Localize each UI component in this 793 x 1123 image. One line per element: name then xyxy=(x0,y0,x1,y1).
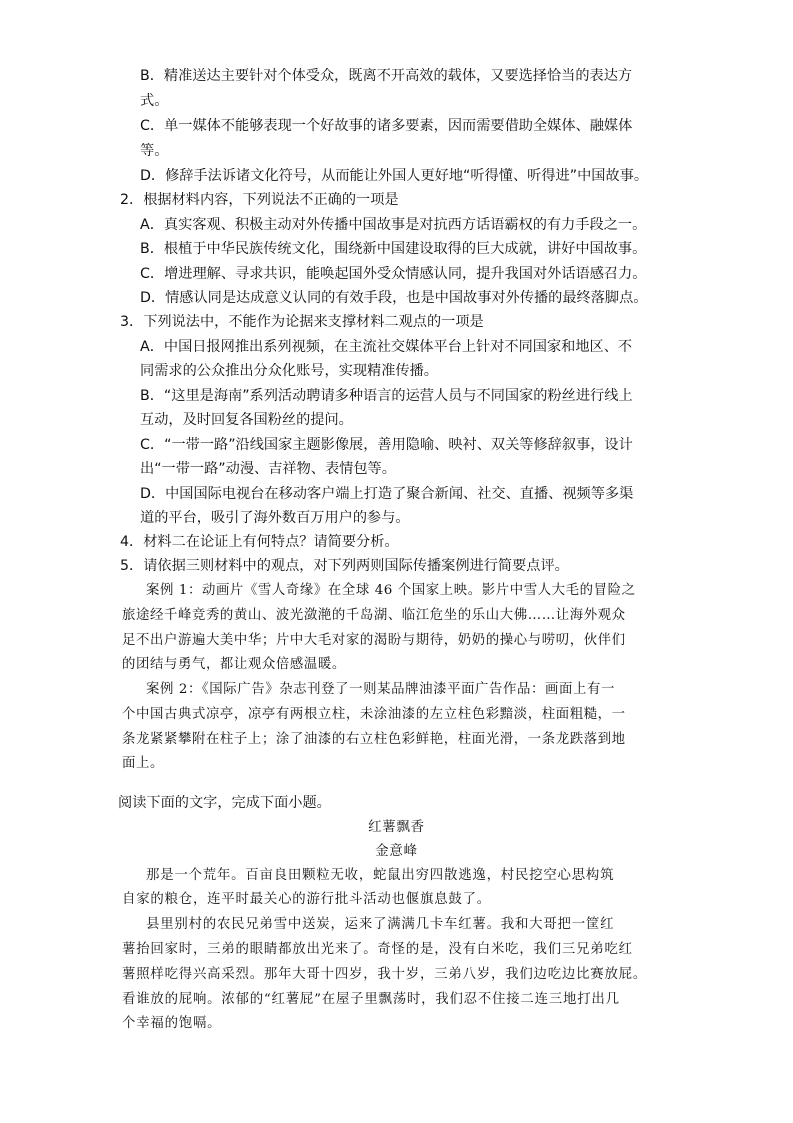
text-line: 2．根据材料内容，下列说法不正确的一项是 xyxy=(120,192,399,208)
text-line: 看谁放的屁响。浓郁的“红薯屁”在屋子里飘荡时，我们忍不住接二连三地打出几 xyxy=(122,992,620,1007)
text-line: 的团结与勇气，都让观众倍感温暖。 xyxy=(122,657,346,672)
text-line: 出“一带一路”动漫、吉祥物、表情包等。 xyxy=(140,461,396,477)
text-line: B．精准送达主要针对个体受众，既离不开高效的载体，又要选择恰当的表达方 xyxy=(140,68,633,84)
text-line: 金意峰 xyxy=(375,844,418,859)
text-line: 个幸福的饱嗝。 xyxy=(122,1016,222,1031)
text-line: 薯抬回家时，三弟的眼睛都放出光来了。奇怪的是，没有白米吃，我们三兄弟吃红 xyxy=(122,942,633,957)
text-line: 互动，及时回复各国粉丝的提问。 xyxy=(140,412,353,428)
text-line: 面上。 xyxy=(122,756,164,771)
text-line: 5．请依据三则材料中的观点，对下列两则国际传播案例进行简要点评。 xyxy=(120,558,569,574)
text-line: A．真实客观、积极主动对外传播中国故事是对抗西方话语霸权的有力手段之一。 xyxy=(140,217,647,233)
text-line: 自家的粮仓，连平时最关心的游行批斗活动也偃旗息鼓了。 xyxy=(122,892,491,907)
text-line: 式。 xyxy=(140,93,169,109)
text-line: 阅读下面的文字，完成下面小题。 xyxy=(118,795,331,811)
text-line: 3．下列说法中，不能作为论据来支撑材料二观点的一项是 xyxy=(120,314,484,330)
text-line: 案例 1：动画片《雪人奇缘》在全球 46 个国家上映。影片中雪人大毛的冒险之 xyxy=(146,583,636,598)
text-line: 个中国古典式凉亭，凉亭有两根立柱，未涂油漆的左立柱色彩黯淡，柱面粗糙，一 xyxy=(122,707,626,722)
text-line: B．“这里是海南”系列活动聘请多种语言的运营人员与不同国家的粉丝进行线上 xyxy=(140,388,633,404)
text-line: 旅途经千峰竞秀的黄山、波光潋滟的千岛湖、临江危坐的乐山大佛……让海外观众 xyxy=(122,608,626,623)
text-line: D．修辞手法诉诸文化符号，从而能让外国人更好地“听得懂、听得进”中国故事。 xyxy=(140,168,649,184)
text-line: 案例 2：《国际广告》杂志刊登了一则某品牌油漆平面广告作品：画面上有一 xyxy=(146,682,615,697)
text-line: C．增进理解、寻求共识，能唤起国外受众情感认同，提升我国对外话语感召力。 xyxy=(140,266,647,282)
text-line: A．中国日报网推出系列视频，在主流社交媒体平台上针对不同国家和地区、不 xyxy=(140,339,633,355)
text-line: 等。 xyxy=(140,143,169,159)
text-line: C．单一媒体不能够表现一个好故事的诸多要素，因而需要借助全媒体、融媒体 xyxy=(140,118,633,134)
text-line: 薯照样吃得兴高采烈。那年大哥十四岁，我十岁，三弟八岁，我们边吃边比赛放屁。 xyxy=(122,967,648,982)
text-line: 条龙紧紧攀附在柱子上；涂了油漆的右立柱色彩鲜艳，柱面光滑，一条龙跌落到地 xyxy=(122,732,626,747)
text-line: 那是一个荒年。百亩良田颗粒无收，蛇鼠出穷四散逃逸，村民挖空心思构筑 xyxy=(146,868,615,883)
text-line: D．情感认同是达成意义认同的有效手段，也是中国故事对外传播的最终落脚点。 xyxy=(140,290,648,306)
text-line: 足不出户游遍大美中华；片中大毛对家的渴盼与期待，奶奶的操心与唠叨，伙伴们 xyxy=(122,633,626,648)
text-line: 4．材料二在论证上有何特点？请简要分析。 xyxy=(120,534,399,550)
text-line: 红薯飘香 xyxy=(368,820,425,835)
text-line: 县里别村的农民兄弟雪中送炭，运来了满满几卡车红薯。我和大哥把一筐红 xyxy=(146,917,615,932)
text-line: 道的平台，吸引了海外数百万用户的参与。 xyxy=(140,510,410,526)
text-line: B．根植于中华民族传统文化，围绕新中国建设取得的巨大成就，讲好中国故事。 xyxy=(140,241,647,257)
text-line: 同需求的公众推出分众化账号，实现精准传播。 xyxy=(140,363,438,379)
text-line: C．“一带一路”沿线国家主题影像展，善用隐喻、映衬、双关等修辞叙事，设计 xyxy=(140,437,633,453)
text-line: D．中国国际电视台在移动客户端上打造了聚合新闻、社交、直播、视频等多渠 xyxy=(140,486,634,502)
